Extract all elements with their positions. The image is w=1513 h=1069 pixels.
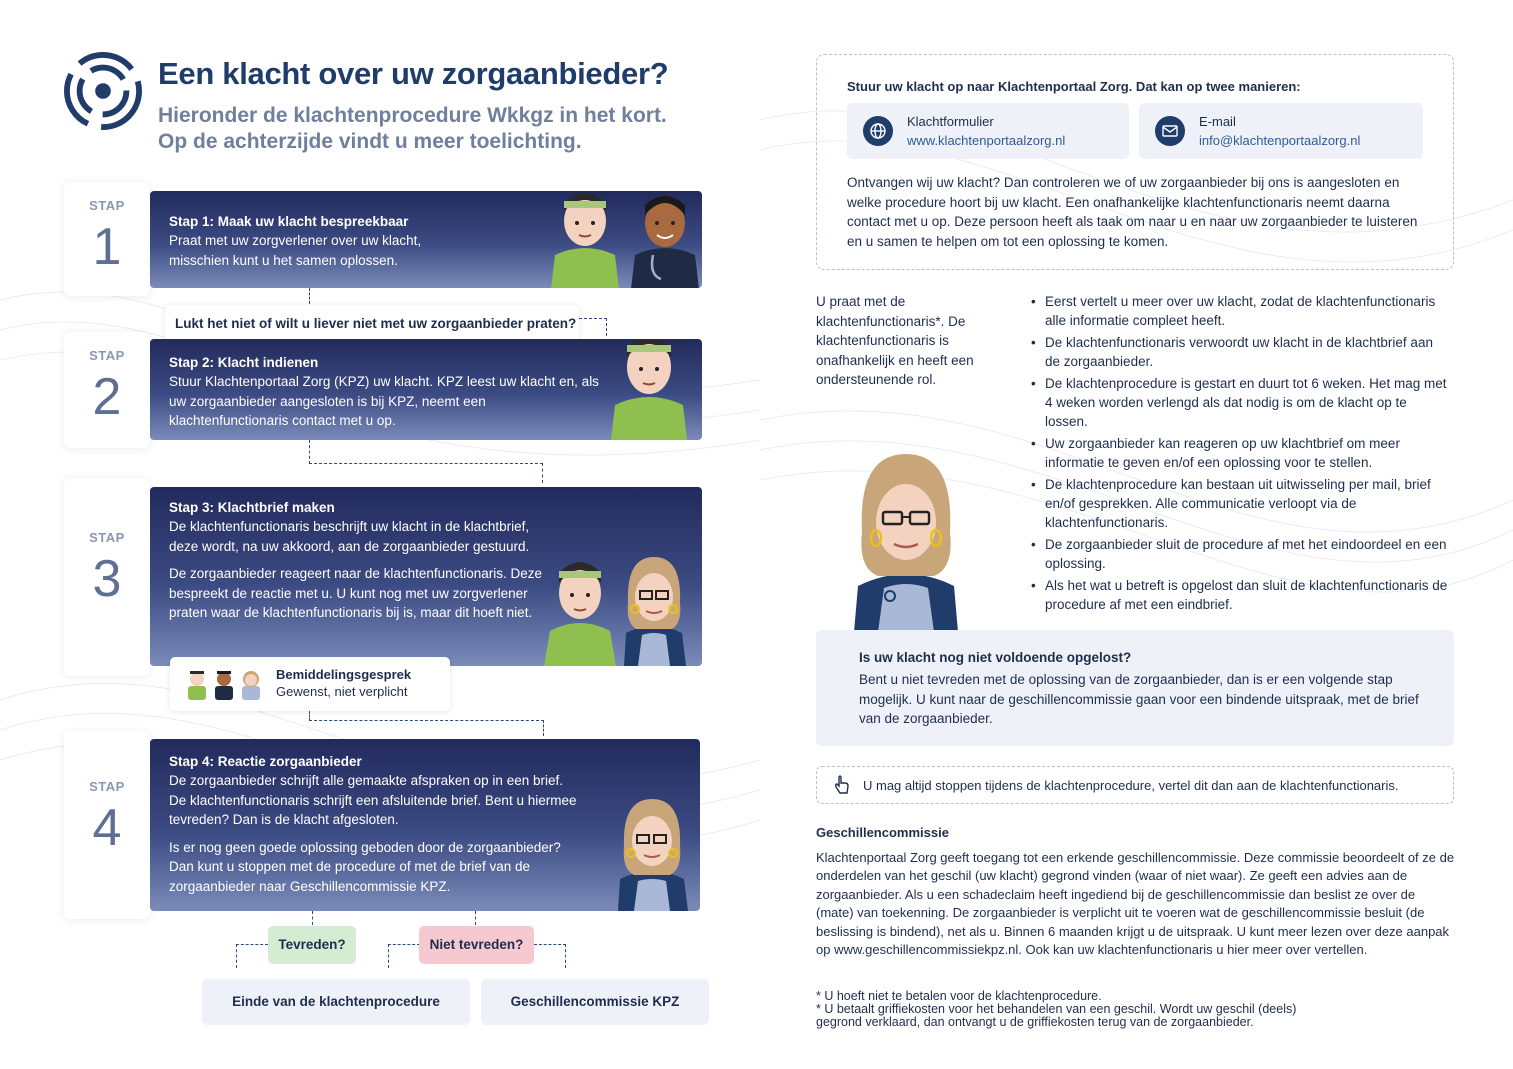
- step-3-title: Stap 3: Klachtbrief maken: [169, 500, 335, 515]
- step-3-label: STAP: [89, 530, 125, 545]
- step-3-number: 3: [92, 550, 122, 608]
- satisfied-badge: Tevreden?: [268, 926, 356, 964]
- send-heading: Stuur uw klacht op naar Klachtenportaal Zorg. Dat kan op twee manieren:: [847, 79, 1301, 94]
- step-4-label: STAP: [89, 779, 125, 794]
- send-body-text: Ontvangen wij uw klacht? Dan controleren we of uw zorgaanbieder bij ons is aangesloten en welke procedure hoort bij uw klacht. Een onafhankelijke klachtenfunctionaris neemt daarna contact met u op. Deze persoon heeft als taak om naar u en naar uw zorgaanbieder te luisteren en u samen te helpen om tot een oplossing te komen.: [847, 175, 1418, 249]
- commission-body: Klachtenportaal Zorg geeft toegang tot een erkende geschillencommissie. Deze commissie beoordeelt of ze de onderdelen van het geschil (uw klacht) gegrond vinden (waar of niet waar). Ze geeft een advies aan de zorgaanbieder. Als u een schadeclaim heeft ingediend bij de geschillencommissie dan beslist ze over de (mate) van toekenning. De zorgaanbieder is verplicht uit te voeren wat de geschillencommissie besluit (de beslissing is bindend), net als u. Binnen 6 maanden krijgt u de uitspraak. U kunt meer lezen over deze aanpak op www.geschillencommissiekpz.nl. Ook kan uw klachtenfunctionaris u hier meer over vertellen.: [816, 850, 1455, 958]
- envelope-icon: [1155, 116, 1185, 146]
- list-item: • De klachtenfunctionaris verwoordt uw klacht in de klachtbrief aan de zorgaanbieder.: [1031, 333, 1451, 371]
- step-2-label: STAP: [89, 348, 125, 363]
- step-1-label: STAP: [89, 198, 125, 213]
- footnote-1: * U hoeft niet te betalen voor de klachtenprocedure.: [816, 989, 1102, 1003]
- notice-body: Bent u niet tevreden met de oplossing van de zorgaanbieder, dan is er een volgende stap mogelijk. U kunt naar de geschillencommissie gaan voor een bindende uitspraak, met de brief van de zorgaanbieder.: [859, 672, 1419, 726]
- mediation-subtitle: Gewenst, niet verplicht: [276, 684, 408, 699]
- caregivers-illustration-icon: [545, 191, 702, 288]
- step-1-card: [64, 182, 150, 296]
- step-2-panel: [150, 339, 702, 440]
- complaint-form-label: Klachtformulier: [907, 114, 994, 129]
- step-2-title: Stap 2: Klacht indienen: [169, 355, 319, 370]
- step-4-text-1: De zorgaanbieder schrijft alle gemaakte afspraken op in een brief. De klachtenfunctionaris schrijft een afsluitende brief. Bent u hiermee tevreden? Dan is de klacht afgesloten.: [169, 773, 577, 827]
- mediation-title: Bemiddelingsgesprek: [276, 667, 412, 682]
- step-3-card: [64, 478, 150, 676]
- step-3-panel: [150, 487, 702, 666]
- step-3-text-2: De zorgaanbieder reageert naar de klachtenfunctionaris. Deze bespreekt de reactie met u. U kunt nog met uw zorgverlener praten waar de klachtenfunctionaris bij is, maar dit hoeft niet.: [169, 566, 542, 620]
- mediation-pill: [170, 657, 450, 711]
- end-procedure-box: Einde van de klachtenprocedure: [202, 979, 470, 1025]
- complaint-officer-illustration-icon: [612, 791, 692, 911]
- caregiver-illustration-icon: [605, 339, 695, 440]
- stop-anytime-note: [816, 766, 1454, 804]
- list-item: • De klachtenprocedure kan bestaan uit uitwisseling per mail, brief en/of gesprekken. Alle communicatie verloopt via de klachtenfunctionaris.: [1031, 475, 1451, 532]
- commission-title: Geschillencommissie: [816, 825, 949, 840]
- step-4-card: [64, 731, 150, 919]
- subtitle-line-1: Hieronder de klachtenprocedure Wkkgz in het kort.: [158, 104, 667, 127]
- talk-intro-text: U praat met de klachtenfunctionaris*. De klachtenfunctionaris is onafhankelijk en heeft een ondersteunende rol.: [816, 294, 974, 387]
- notice-title: Is uw klacht nog niet voldoende opgelost?: [859, 650, 1132, 665]
- step-4-title: Stap 4: Reactie zorgaanbieder: [169, 754, 362, 769]
- step-1-number: 1: [92, 218, 122, 276]
- talk-bullet-list: [1031, 292, 1451, 617]
- step-4-number: 4: [92, 799, 122, 857]
- step-1-title: Stap 1: Maak uw klacht bespreekbaar: [169, 214, 409, 229]
- step-2-card: [64, 332, 150, 448]
- step-4-text-2: Is er nog geen goede oplossing geboden door de zorgaanbieder? Dan kunt u stoppen met de procedure of met de brief van de zorgaanbieder naar Geschillencommissie KPZ.: [169, 839, 561, 894]
- email-label: E-mail: [1199, 114, 1236, 129]
- subtitle-line-2: Op de achterzijde vindt u meer toelichting.: [158, 130, 582, 153]
- question-text: Lukt het niet of wilt u liever niet met uw zorgaanbieder praten?: [175, 316, 577, 331]
- step-3-text-1: De klachtenfunctionaris beschrijft uw klacht in de klachtbrief, deze wordt, na uw akkoord, aan de zorgaanbieder gestuurd.: [169, 519, 530, 554]
- complaint-form-card[interactable]: [847, 103, 1129, 159]
- email-link[interactable]: info@klachtenportaalzorg.nl: [1199, 133, 1361, 148]
- footnote-2: * U betaalt griffiekosten voor het behandelen van een geschil. Wordt uw geschil (deels) gegrond verklaard, dan ontvangt u de griffiekosten terug van de zorgaanbieder.: [816, 1002, 1297, 1029]
- page-title: Een klacht over uw zorgaanbieder?: [158, 56, 669, 91]
- page-subtitle: [158, 103, 758, 155]
- list-item: • De zorgaanbieder sluit de procedure af met het eindoordeel en een oplossing.: [1031, 535, 1451, 573]
- complaint-officer-portrait-icon: [846, 446, 966, 632]
- step-1-panel: [150, 191, 702, 288]
- step-1-text: Praat met uw zorgverlener over uw klacht, misschien kunt u het samen oplossen.: [169, 233, 422, 268]
- list-item: • Eerst vertelt u meer over uw klacht, zodat de klachtenfunctionaris alle informatie compleet heeft.: [1031, 292, 1451, 330]
- commission-kpz-box: Geschillencommissie KPZ: [481, 979, 709, 1025]
- email-card[interactable]: [1139, 103, 1423, 159]
- list-item: • Uw zorgaanbieder kan reageren op uw klachtbrief om meer informatie te geven en/of een oplossing voor te stellen.: [1031, 434, 1451, 472]
- footnotes: [816, 990, 1336, 1029]
- list-item: • De klachtenprocedure is gestart en duurt tot 6 weken. Het mag met 4 weken worden verlengd als dat nodig is om de klacht op te lossen.: [1031, 374, 1451, 431]
- globe-icon: [863, 116, 893, 146]
- step-2-text: Stuur Klachtenportaal Zorg (KPZ) uw klacht. KPZ leest uw klacht en, als uw zorgaanbieder aangesloten is bij KPZ, neemt een klachtenfunctionaris contact met u op.: [169, 374, 599, 428]
- kpz-logo-icon: [64, 52, 142, 130]
- pointing-hand-icon: [833, 775, 851, 795]
- not-resolved-notice: [816, 630, 1454, 746]
- send-complaint-box: [816, 54, 1454, 270]
- list-item: • Als het wat u betreft is opgelost dan sluit de klachtenfunctionaris de procedure af met een eindbrief.: [1031, 576, 1451, 614]
- step-2-number: 2: [92, 368, 122, 426]
- not-satisfied-badge: Niet tevreden?: [419, 926, 534, 964]
- caregiver-and-complaint-officer-illustration-icon: [542, 543, 702, 666]
- three-people-icon: [184, 666, 264, 700]
- complaint-form-link[interactable]: www.klachtenportaalzorg.nl: [907, 133, 1066, 148]
- question-pill: [165, 305, 579, 341]
- step-4-panel: [150, 739, 700, 911]
- stop-note-text: U mag altijd stoppen tijdens de klachtenprocedure, vertel dit dan aan de klachtenfunctionaris.: [863, 778, 1399, 793]
